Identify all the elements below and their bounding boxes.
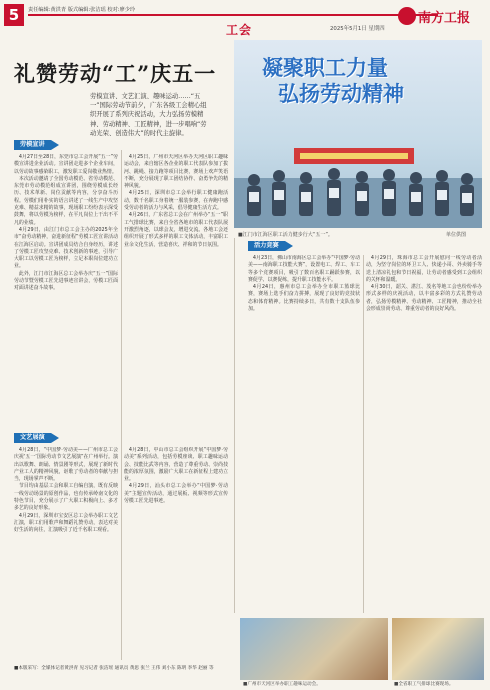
- paragraph: 4月27日至28日，东莞市总工会开展“五一”劳模宣讲进企业活动。宣讲团走进多个企业车间，以劳动故事感染职工，激发职工爱岗敬业热情。: [14, 154, 118, 175]
- column-divider: [234, 238, 235, 613]
- masthead-brand: [398, 3, 486, 29]
- hero-title-line1: 凝聚职工力量: [262, 56, 388, 80]
- page-header: [0, 0, 490, 37]
- paragraph: 4月29日，汕头市总工会举办“中国梦·劳动美”主题宣传活动，通过展板、视频等形式宣传劳模工匠先进事迹。: [124, 483, 228, 505]
- paragraph: 4月25日，广州市天河区举办天河区职工趣味运动会，来自辖区各企业的职工代表队参加了拔河、跳绳、接力跑等项目比赛，赛场上欢声笑语不断，充分展现了职工团结协作、奋勇争先的精神风貌。: [124, 154, 228, 190]
- page-number: 5: [4, 4, 24, 26]
- article-column-3: [14, 447, 118, 659]
- paragraph: 4月28日，“中国梦·劳动美——广州市总工会庆祝‘五一’国际劳动节文艺展演”在广州举行。演出以歌舞、朗诵、情景剧等形式，展现了新时代产业工人的精神风貌，讴歌了劳动者的奉献与担当，现场掌声不断。: [14, 447, 118, 483]
- paragraph: 4月23日，佛山市南海区总工会举办“中国梦·劳动美——南海职工技能大赛”，设置电工、焊工、车工等多个竞赛项目，吸引了数百名职工踊跃参赛，以赛促学、以赛促练，提升职工技能水平。: [248, 255, 360, 283]
- paragraph: 4月28日，中山市总工会组织开展“中国梦·劳动美”系列活动，包括劳模座谈、职工趣味运动会、技能比武等内容，营造了尊重劳动、崇尚技能的浓厚氛围，激励广大职工在新征程上建功立业。: [124, 447, 228, 483]
- hero-image: [234, 40, 482, 228]
- paragraph: 4月24日，惠州市总工会举办全市职工篮球比赛，赛场上选手们奋力拼搏，展现了良好的竞技状态和体育精神。比赛持续多日，共有数十支队伍参加。: [248, 284, 360, 313]
- paragraph: 4月29日，深圳市宝安区总工会举办职工文艺汇演，职工们用歌声和舞蹈礼赞劳动，表达对美好生活的向往，汇演吸引了近千名职工观看。: [14, 512, 118, 534]
- article-column-6: [366, 255, 482, 613]
- paragraph: 4月26日，广东省总工会在广州举办“五一”职工气排球比赛，来自全省各地市的职工代表队展开激烈角逐，以球会友，增进交流。各地工会还组织开展了形式多样的职工文体活动，丰富职工业余文化生活，营造喜庆、祥和的节日氛围。: [124, 212, 228, 248]
- paragraph: 本次活动邀请了全国劳动模范、省劳动模范、东莞市劳动模范组成宣讲团，围绕劳模成长经历、技术革新、岗位贡献等内容，分享奋斗历程。劳模们用朴实的语言讲述了一线生产中攻坚克难、精益求精的故事，现场职工纷纷表示深受鼓舞，将以劳模为榜样，在平凡岗位上干出不平凡的业绩。: [14, 175, 118, 226]
- paragraph: 4月25日，深圳市总工会举行职工健康跑活动，数千名职工身着统一服装参赛，在奔跑中感受劳动者的活力与风采，倡导健康生活方式。: [124, 190, 228, 212]
- reporter-credits: ■本版采写：全媒体记者黄洪青 见习记者 张洁瑶 通讯员 黄思 张兰 王伟 刘小东 陈明 李华 赵丽 等: [14, 666, 214, 671]
- paragraph: 4月29日，珠海市总工会开展慰问一线劳动者活动，为坚守岗位的环卫工人、快递小哥、外卖骑手等送上清凉礼包和节日祝福，让劳动者感受到工会组织的关怀和温暖。: [366, 255, 482, 283]
- paragraph: 此外，江门市江海区总工会举办庆“五一”国际劳动节暨劳模工匠先进事迹宣讲会，劳模工匠面对面讲述奋斗故事。: [14, 270, 118, 292]
- section-bar-performances: 文艺展演: [14, 433, 51, 443]
- article-column-5: [248, 255, 360, 613]
- column-divider: [363, 255, 364, 613]
- paragraph: 节目均由基层工会和职工自编自演，既有反映一线劳动场景的原创作品，也有传承岭南文化的特色节目，充分展示了广大职工积极向上、多才多艺的良好形象。: [14, 483, 118, 512]
- brand-name: 南方工报: [418, 11, 471, 26]
- photo-volleyball: [392, 618, 484, 680]
- issue-date: 2025年5月1日 星期四: [330, 26, 385, 32]
- column-divider: [121, 150, 122, 660]
- editor-credits: 责任编辑:黄洪青 版式编辑:张洁瑶 校对:廖少玲: [28, 7, 136, 13]
- brand-logo-icon: [398, 7, 416, 25]
- paragraph: 4月30日，韶关、湛江、茂名等地工会也纷纷举办形式多样的庆祝活动，以丰富多彩的方式礼赞劳动者，弘扬劳模精神、劳动精神、工匠精神，推动全社会形成崇尚劳动、尊重劳动者的良好风尚。: [366, 284, 482, 313]
- paragraph: 4月29日，由江门市总工会主办的2025年全市“奋劳动精神，奋进新征程”劳模工匠宣讲活动在江海区启动。宣讲团成员结合自身经历，讲述了劳模工匠攻坚克难、技术创新的事迹，引导广大职工以劳模工匠为榜样，立足本职岗位建功立业。: [14, 226, 118, 270]
- article-column-4: [124, 447, 228, 659]
- article-deck: 劳模宣讲、文艺汇演、趣味运动……“五一”国际劳动节前夕，广东各级工会精心组织开展了系列庆祝活动，大力弘扬劳模精神、劳动精神、工匠精神，进一步唱响“劳动光荣、创造伟大”的时代主旋律。: [90, 93, 207, 137]
- section-bar-model-talks: 劳模宣讲: [14, 140, 51, 150]
- crowd-illustration: [234, 108, 482, 228]
- section-label: 工会: [226, 23, 253, 37]
- header-rule: [28, 14, 438, 16]
- hero-credit: 单位供图: [446, 232, 467, 238]
- photo-caption: ■广州市天河区举办职工趣味运动会。: [243, 682, 321, 687]
- article-column-1: [14, 154, 118, 428]
- photo-caption: ■全省职工气排球比赛现场。: [394, 682, 454, 687]
- article-headline: 礼赞劳动“工”庆五一: [14, 61, 217, 86]
- photo-fun-games: [240, 618, 388, 680]
- hero-title-line2: 弘扬劳动精神: [278, 82, 404, 106]
- section-bar-competitions: 活力竞赛: [248, 241, 285, 251]
- article-column-2: [124, 154, 228, 428]
- hero-caption: ■江门市江海区职工活力健步行大“五一”。: [238, 232, 333, 238]
